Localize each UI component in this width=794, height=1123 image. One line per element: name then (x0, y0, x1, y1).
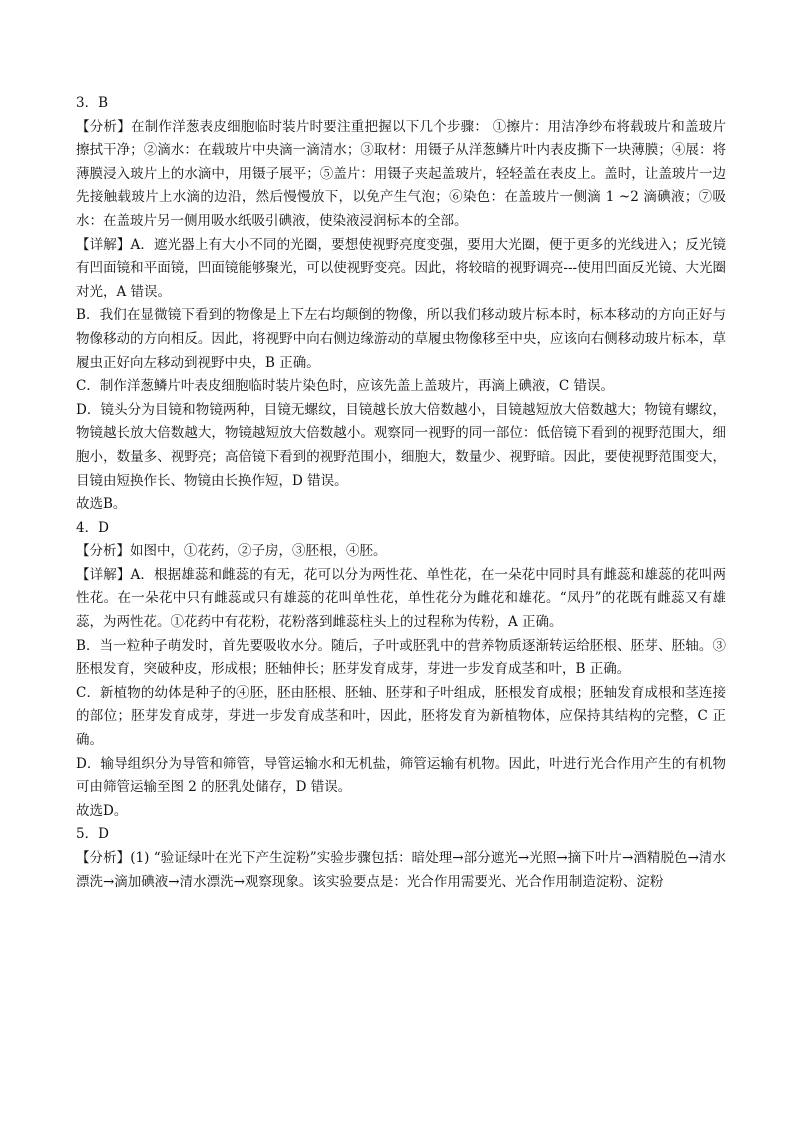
explanation-paragraph: C．制作洋葱鳞片叶表皮细胞临时装片染色时，应该先盖上盖玻片，再滴上碘液，C 错误。 (76, 378, 614, 395)
explanation-paragraph: D．镜头分为目镜和物镜两种，目镜无螺纹，目镜越长放大倍数越小，目镜越短放大倍数越大；物镜有螺纹，物镜越长放大倍数越大，物镜越短放大倍数越小。观察同一视野的同一部位：低倍镜下看到的视野范围大，细胞小，数量多、视野亮；高倍镜下看到的视野范围小，细胞大，数量少、视野暗。因此，要使视野范围变大，目镜由短换作长、物镜由长换作短，D 错误。 (76, 401, 726, 489)
explanation-paragraph: 【详解】A．遮光器上有大小不同的光圈，要想使视野亮度变强，要用大光圈，便于更多的光线进入；反光镜有凹面镜和平面镜，凹面镜能够聚光，可以使视野变亮。因此，将较暗的视野调亮---使用凹面反光镜、大光圈对光，A 错误。 (76, 236, 726, 300)
explanation-paragraph: B．我们在显微镜下看到的物像是上下左右均颠倒的物像，所以我们移动玻片标本时，标本移动的方向正好与物像移动的方向相反。因此，将视野中向右侧边缘游动的草履虫物像移至中央，应该向右侧移动玻片标本，草履虫正好向左移动到视野中央，B 正确。 (76, 307, 726, 371)
explanation-paragraph: C．新植物的幼体是种子的④胚，胚由胚根、胚轴、胚芽和子叶组成，胚根发育成根；胚轴发育成根和茎连接的部位；胚芽发育成芽，芽进一步发育成茎和叶，因此，胚将发育为新植物体，应保持其结构的完整，C 正确。 (76, 684, 726, 749)
explanation-paragraph: B．当一粒种子萌发时，首先要吸收水分。随后，子叶或胚乳中的营养物质逐渐转运给胚根、胚芽、胚轴。③胚根发育，突破种皮，形成根；胚轴伸长；胚芽发育成芽，芽进一步发育成茎和叶，B 正确。 (76, 637, 726, 678)
analysis-paragraph: 【分析】(1) “验证绿叶在光下产生淀粉”实验步骤包括：暗处理→部分遮光→光照→摘下叶片→酒精脱色→清水漂洗→滴加碘液→清水漂洗→观察现象。该实验要点是：光合作用需要光、光合作用制造淀粉、淀粉 (76, 850, 726, 890)
answer-number: 5．D (76, 826, 109, 843)
analysis-paragraph: 【分析】如图中，①花药，②子房，③胚根，④胚。 (76, 543, 387, 560)
answer-number: 4．D (76, 519, 109, 536)
explanation-paragraph: D．输导组织分为导管和筛管，导管运输水和无机盐，筛管运输有机物。因此，叶进行光合作用产生的有机物可由筛管运输至图 2 的胚乳处储存，D 错误。 (76, 755, 726, 796)
explanation-paragraph: 【详解】A．根据雄蕊和雌蕊的有无，花可以分为两性花、单性花，在一朵花中同时具有雌蕊和雄蕊的花叫两性花。在一朵花中只有雌蕊或只有雄蕊的花叫单性花，单性花分为雌花和雄花。“凤丹”的花既有雌蕊又有雄蕊，为两性花。①花药中有花粉，花粉落到雌蕊柱头上的过程称为传粉，A 正确。 (76, 566, 726, 631)
answer-choice: 故选D。 (76, 802, 128, 819)
answer-number: 3．B (76, 95, 109, 111)
document-page (76, 92, 726, 894)
answer-choice: 故选B。 (76, 496, 127, 513)
analysis-paragraph: 【分析】在制作洋葱表皮细胞临时装片时要注重把握以下几个步骤： ①擦片：用洁净纱布将载玻片和盖玻片擦拭干净；②滴水：在载玻片中央滴一滴清水；③取材：用镊子从洋葱鳞片叶内表皮撕下一块薄膜；④展：将薄膜浸入玻片上的水滴中，用镊子展平；⑤盖片：用镊子夹起盖玻片，轻轻盖在表皮上。盖时，让盖玻片一边先接触载玻片上水滴的边沿，然后慢慢放下，以免产生气泡；⑥染色：在盖玻片一侧滴 1 ~2 滴碘液；⑦吸水：在盖玻片另一侧用吸水纸吸引碘液，使染液浸润标本的全部。 (76, 118, 726, 229)
